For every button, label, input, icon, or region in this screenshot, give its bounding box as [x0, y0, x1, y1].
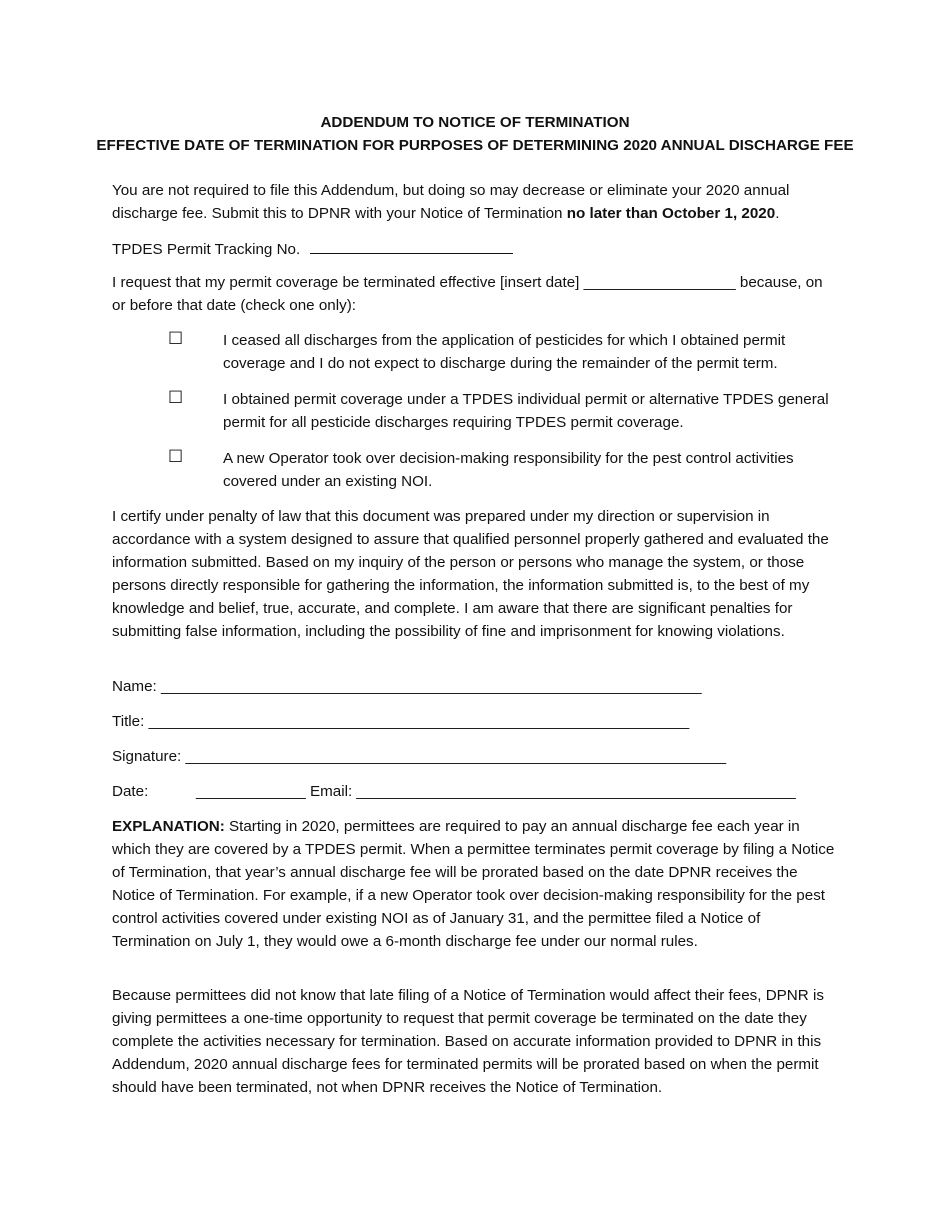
explanation-label: EXPLANATION: [112, 818, 225, 835]
title-field[interactable]: Title: ________________________________________________________________ [112, 713, 690, 730]
option-2-checkbox[interactable]: ☐ [168, 388, 184, 408]
option-1-text: I ceased all discharges from the application of pesticides for which I obtained permit coverage and I do not expect to discharge during the remainder of the permit term. [223, 332, 786, 372]
document-title: ADDENDUM TO NOTICE OF TERMINATION [320, 114, 630, 131]
closing-paragraph: Because permittees did not know that late filing of a Notice of Termination would affect their fees, DPNR is giving permittees a one-time opportunity to request that permit coverage be terminated on the date they complete the activities necessary for termination. Based on accurate information provided to DPNR in this Addendum, 2020 annual discharge fees for terminated permits will be prorated based on when the permit should have been terminated, not when DPNR receives the Notice of Termination. [112, 987, 824, 1096]
signature-field[interactable]: Signature: ________________________________________________________________ [112, 748, 727, 765]
tracking-label: TPDES Permit Tracking No. [112, 241, 301, 258]
tracking-number-field[interactable] [310, 237, 513, 254]
document-subtitle: EFFECTIVE DATE OF TERMINATION FOR PURPOSES OF DETERMINING 2020 ANNUAL DISCHARGE FEE [96, 137, 854, 154]
intro-paragraph [112, 179, 838, 225]
option-2-text: I obtained permit coverage under a TPDES individual permit or alternative TPDES general permit for all pesticide discharges requiring TPDES permit coverage. [223, 391, 829, 431]
option-3-checkbox[interactable]: ☐ [168, 447, 184, 467]
email-field[interactable]: Email: ____________________________________________________ [310, 783, 796, 800]
name-field[interactable]: Name: ________________________________________________________________ [112, 678, 702, 695]
option-3-text: A new Operator took over decision-making responsibility for the pest control activities covered under an existing NOI. [223, 450, 794, 490]
request-paragraph: I request that my permit coverage be terminated effective [insert date] __________________ because, on or before that date (check one only): [112, 274, 823, 314]
date-field[interactable]: _____________ [196, 783, 306, 800]
certification-paragraph: I certify under penalty of law that this document was prepared under my direction or supervision in accordance with a system designed to assure that qualified personnel properly gathered and evaluated the information submitted. Based on my inquiry of the person or persons who manage the system, or those persons directly responsible for gathering the information, the information submitted is, to the best of my knowledge and belief, true, accurate, and complete. I am aware that there are significant penalties for submitting false information, including the possibility of fine and imprisonment for knowing violations. [112, 508, 829, 640]
intro-end: . [775, 205, 780, 222]
deadline-text: no later than October 1, 2020 [566, 205, 776, 222]
option-1-checkbox[interactable]: ☐ [168, 329, 184, 349]
intro-text: You are not required to file this Addendum, but doing so may decrease or eliminate your 2020 annual discharge fee. Submit this to DPNR with your Notice of Termination [112, 182, 790, 222]
explanation-text: Starting in 2020, permittees are required to pay an annual discharge fee each year in which they are covered by a TPDES permit. When a permittee terminates permit coverage by filing a Notice of Termination, that year’s annual discharge fee will be prorated based on the date DPNR receives the Notice of Termination. For example, if a new Operator took over decision-making responsibility for the pest control activities covered under existing NOI as of January 31, and the permittee filed a Notice of Termination on July 1, they would owe a 6-month discharge fee under our normal rules. [112, 818, 835, 950]
explanation-paragraph [112, 815, 838, 953]
tracking-row [112, 237, 838, 261]
date-label: Date: [112, 783, 149, 800]
